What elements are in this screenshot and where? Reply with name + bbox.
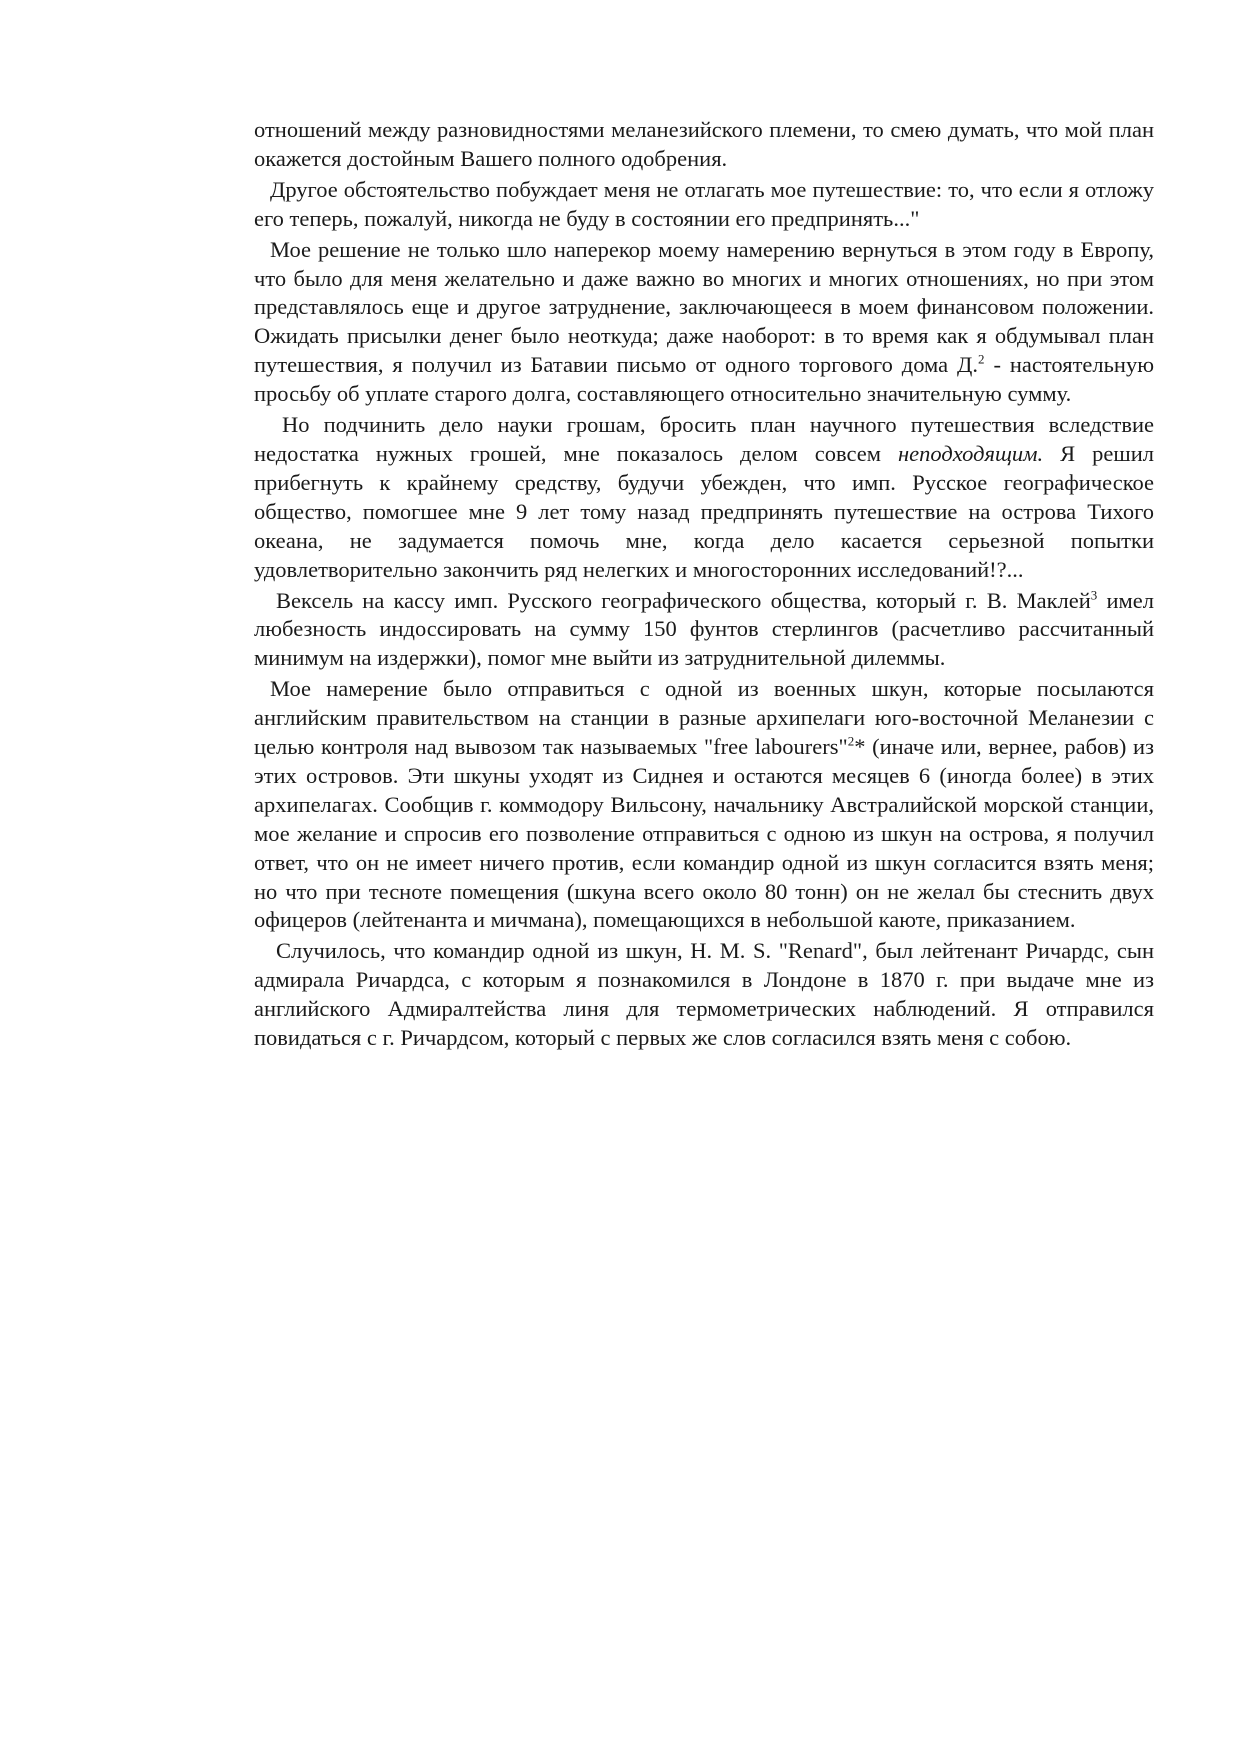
paragraph-6 (254, 675, 1154, 935)
paragraph-text: Мое намерение было отправиться с одной из военных шкун, которые посылаются английским правительством на станции в разные архипелаги юго-восточной Меланезии с целью контроля над вывозом так называемых "free labourers" (254, 676, 1154, 760)
paragraph-text: Другое обстоятельство побуждает меня не отлагать мое путешествие: то, что если я отложу его теперь, пожалуй, никогда не буду в состоянии его предпринять..." (254, 176, 1154, 231)
paragraph-5 (254, 587, 1154, 674)
footnote-marker: 3 (1090, 587, 1098, 602)
paragraph-text: отношений между разновидностями меланезийского племени, то смею думать, что мой план окажется достойным Вашего полного одобрения. (254, 117, 1154, 171)
paragraph-text: Но подчинить дело науки грошам, бросить план научного путешествия вследствие недостатка нужных грошей, мне показалось делом совсем (254, 412, 1154, 466)
paragraph-7 (254, 937, 1154, 1053)
footnote-marker: 2 (978, 351, 985, 367)
paragraph-text: Мое решение не только шло наперекор моему намерению вернуться в этом году в Европу, что было для меня желательно и даже важно во многих и многих отношениях, но при этом представлялось еще и другое затруднение, заключающееся в моем финансовом положении. Ожидать присылки денег было неоткуда; даже наоборот: в то время как я обдумывал план путешествия, я получил из Батавии письмо от одного торгового дома Д. (254, 236, 1154, 378)
paragraph-text: Я решил прибегнуть к крайнему средству, будучи убежден, что имп. Русское географическое общество, помогшее мне 9 лет тому назад предпринять путешествие на острова Тихого океана, не задумается помочь мне, когда дело касается серьезной попытки удовлетворительно закончить ряд нелегких и многосторонних исследований!?... (254, 440, 1155, 582)
paragraph-text: * (иначе или, вернее, рабов) из этих островов. Эти шкуны уходят из Сиднея и остаются месяцев 6 (иногда более) в этих архипелагах. Сообщив г. коммодору Вильсону, начальнику Австралийской морской станции, мое желание и спросив его позволение отправиться с одною из шкун на острова, я получил ответ, что он не имеет ничего против, если командир одной из шкун согласится взять меня; но что при тесноте помещения (шкуна всего около 80 тонн) он не желал бы стеснить двух офицеров (лейтенанта и мичмана), помещающихся в небольшой каюте, приказанием. (254, 734, 1154, 933)
paragraph-text: имел любезность индоссировать на сумму 150 фунтов стерлингов (расчетливо рассчитанный минимум на издержки), помог мне выйти из затруднительной дилеммы. (254, 587, 1154, 671)
paragraph-1 (254, 116, 1154, 174)
footnote-marker: 2 (847, 733, 855, 749)
paragraph-2 (254, 176, 1154, 234)
paragraph-4 (254, 411, 1154, 584)
document-body (254, 116, 1154, 1055)
italic-text: неподходящим. (897, 440, 1044, 466)
paragraph-3 (254, 236, 1154, 409)
paragraph-text: Случилось, что командир одной из шкун, H. M. S. "Renard", был лейтенант Ричардс, сын адмирала Ричардса, с которым я познакомился в Лондоне в 1870 г. при выдаче мне из английского Адмиралтейства линя для термометрических наблюдений. Я отправился повидаться с г. Ричардсом, который с первых же слов согласился взять меня с собою. (254, 938, 1154, 1051)
paragraph-text: Вексель на кассу имп. Русского географического общества, который г. В. Маклей (276, 587, 1091, 613)
paragraph-text: - настоятельную просьбу об уплате старого долга, составляющего относительно значительную сумму. (254, 352, 1155, 407)
